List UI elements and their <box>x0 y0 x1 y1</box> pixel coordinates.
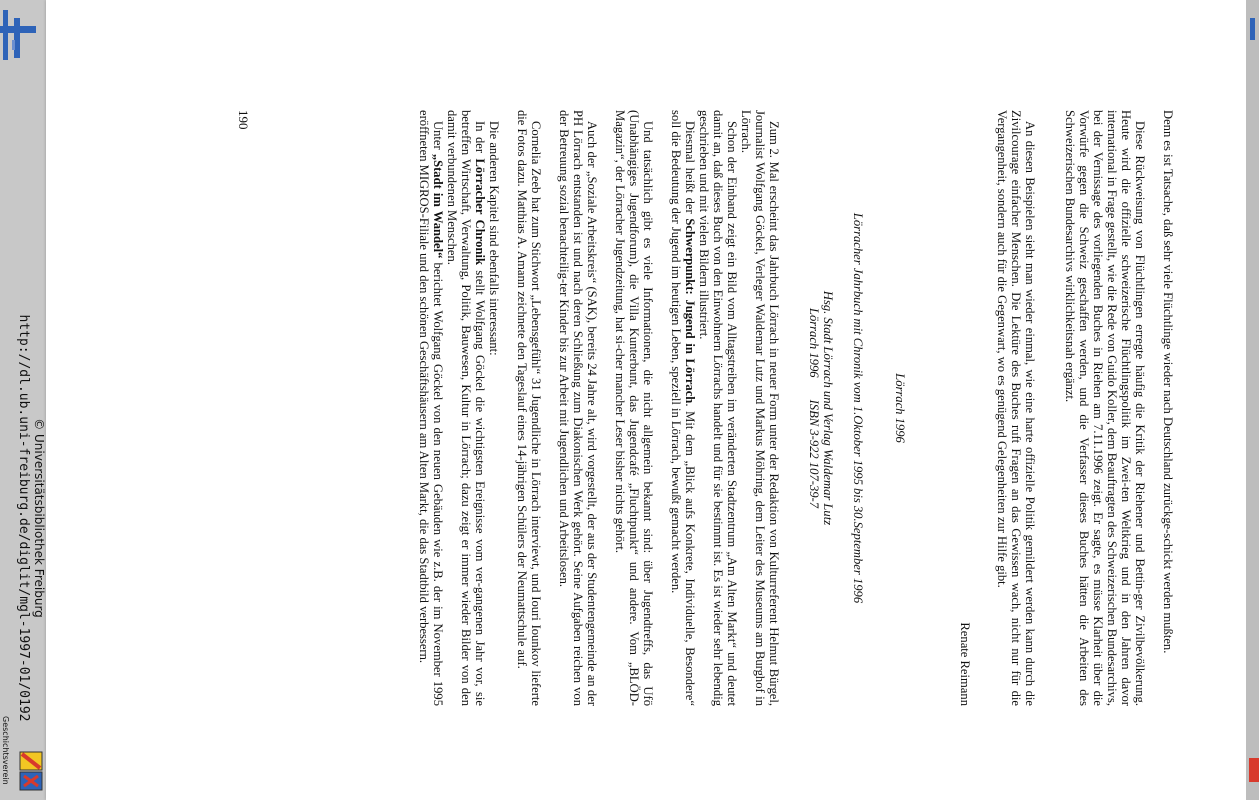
paragraph-civil-courage: An diesen Beispielen sieht man wieder einmal, wie eine harte offizielle Politik gemildert werden kann durch die Zivilcourage einfacher Menschen. Die Lektüre des Buches ruft Fragen an das Gewissen wach, nicht nur für die Vergangenheit, sondern auch für die Gegenwart, wo es genügend Gelegenheiten zur Hilfe gibt. <box>995 110 1037 706</box>
paragraph-editors: Zum 2. Mal erscheint das Jahrbuch Lörrach in neuer Form unter der Redaktion von Kulturreferent Helmut Bürgel, Journalist Wolfgang Göckel, Verleger Waldemar Lutz und Markus Möhring, dem Leiter des Museums am Burghof in Lörrach. <box>739 110 781 706</box>
right-sidebar <box>1246 0 1259 800</box>
scanned-page <box>46 0 1246 800</box>
coat-of-arms-icon <box>1249 758 1259 782</box>
society-line-2 <box>0 716 1 797</box>
page-content <box>46 0 1246 800</box>
book-place-year: Lörrach 1996 ISBN 3-922 107-39-7 <box>807 307 821 509</box>
paragraph-sak: Auch der „Soziale Arbeitskreis“ (SAK), bereits 24 Jahre alt, wird vorgestellt, der aus der Studentengemeinde an der PH Lörrach entstanden ist und nach deren Schließung zum Diakonischen Werk gehört. Seine Aufgaben reichen von der Betreuung sozial benachteilig-ter Kinder bis zur Arbeit mit Jugendlichen und Arbeitslosen. <box>557 110 599 706</box>
review-author: Renate Reimann <box>958 622 972 706</box>
document-url[interactable]: http://dl.ub.uni-freiburg.de/diglit/mgl-1997-01/0192 <box>16 314 31 722</box>
paragraph-focus: Diesmal heißt der Schwerpunkt: Jugend in Lörrach. Mit dem „Blick aufs Konkrete, Individuelle, Besondere“ soll die Bedeutung der Jugend im heutigen Leben, speziell in Lörrach, bewußt gemacht werden. <box>669 110 697 706</box>
coat-of-arms-icon <box>18 752 44 792</box>
left-sidebar <box>0 0 46 800</box>
copyright-note: © Universitätsbibliothek Freiburg <box>32 418 46 618</box>
paragraph-refugees: Diese Rückweisung von Flüchtlingen erregte häufig die Kritik der Riehener und Bettin-ger Zivilbevölkerung. Heute wird die offizielle schweizerische Flüchtlingspolitik im Zwei-ten Weltkrieg und in den Jahren davor international in Frage gestellt, wie die Rede von Guido Koller, dem Beauftragten des Schweizerischen Bundesarchivs, bei der Vernissage des vorliegenden Buches in Riehen am 7.11.1996 zeigt. Er sagte, es müsse Klarheit über die Vorwürfe gegen die Schweiz geschaffen werden, und die Verfasser dieses Buches hätten die Arbeiten des Schweizerischen Bundesarchivs wirklichkeitsnah ergänzt. <box>1063 110 1147 706</box>
paragraph-chronicle: In der Lörracher Chronik stellt Wolfgang Göckel die wichtigsten Ereignisse vom ver-gangenen Jahr vor, sie betreffen Wirtschaft, Verwaltung, Politik, Bauwesen, Kultur in Lörrach; dazu zeigt er immer wieder Bilder von den damit verbundenen Menschen. <box>445 110 487 706</box>
society-line-1: Geschichtsverein <box>1 716 10 785</box>
book-heading: Lörrach 1996 <box>893 373 907 443</box>
intro-paragraph: Denn es ist Tatsache, daß sehr viele Flüchtlinge wieder nach Deutschland zurückge-schickt werden mußten. <box>1161 110 1175 654</box>
paragraph-city-change: Unter „Stadt im Wandel“ berichtet Wolfgang Göckel von den neuen Gebäuden wie z.B. der im November 1995 eröffneten MIGROS-Filiale und den schönen Geschäftshäusern am Alten Markt, die das Stadtbild verbessern. <box>417 110 445 707</box>
book-subtitle: Lörracher Jahrbuch mit Chronik vom 1.Oktober 1995 bis 30.September 1996 <box>851 212 865 604</box>
library-logo-icon <box>0 10 36 60</box>
paragraph-interviews: Cornelia Zeeb hat zum Stichwort „Lebensgefühl“ 31 Jugendliche in Lörrach interviewt, und Iouri Iounkov lieferte die Fotos dazu. Matthias A. Amann zeichnete den Tageslauf eines 14-jährigen Schülers der Neumattschule auf. <box>515 110 543 706</box>
paragraph-other-chapters: Die anderen Kapitel sind ebenfalls interessant: <box>487 121 501 356</box>
paragraph-youth-info: Und tatsächlich gibt es viele Informationen, die nicht allgemein bekannt sind: über Jugendtreffs, das Ufö (Unabhängiges Jugendforum), die Villa Kunterbunt, das Jugendcafé „Fluchtpunkt“ und andere. Vom „BLÖD-Magazin“, der Lörracher Jugendzeitung, hat si-cher mancher Leser bisher nichts gehört. <box>613 110 655 706</box>
library-logo-icon <box>1250 18 1255 40</box>
book-publisher: Hsg. Stadt Lörrach und Verlag Waldemar Lutz <box>821 290 835 526</box>
paragraph-cover: Schon der Einband zeigt ein Bild vom Alltagstreiben im veränderten Stadtzentrum „Am Alten Markt“ und deutet damit an, daß dieses Buch von den Einwohnern Lörrachs handelt und für sie bestimmt ist. Es ist wieder sehr lebendig geschrieben und mit vielen Bildern illustriert. <box>697 110 739 706</box>
page-number: 190 <box>236 110 251 130</box>
